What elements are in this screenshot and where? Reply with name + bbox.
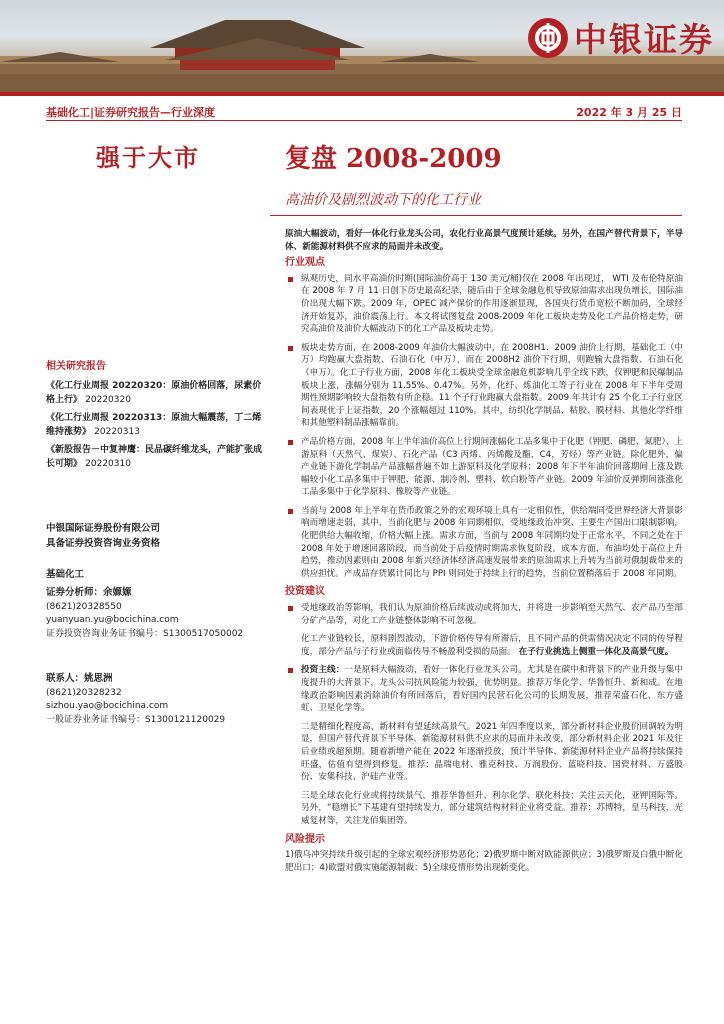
- related-report-item[interactable]: [46, 379, 268, 407]
- main-content: [285, 228, 683, 874]
- views-section-title: 行业观点: [285, 257, 325, 269]
- invest-paragraph: 二是精细化程度高，新材料有望延续高景气。2021 年四季度以来，部分新材料企业股价回调较为明显，但国产替代背景下半导体、新能源材料供不应求的局面并未改变，部分新材料企业 2021 年及往后业绩或超预期。随着新增产能在 2022 年逐渐投放，预计半导体、新能源材料企业产品将持续保持旺盛，估值有望得到修复。推荐：晶瑞电材、雅克科技、万润股份、蓝晓科技、国瓷材料、万盛股份、安集科技、沪硅产业等。: [301, 721, 683, 783]
- invest-bullet: 受地缘政治等影响，我们认为原油价格后续波动或将加大，并将进一步影响至天然气、农产品乃至部分矿产品等，对化工产业链整体影响不可忽视。: [285, 602, 683, 627]
- analyst-cert: 证券投资咨询业务证书编号：S1300517050002: [46, 628, 244, 639]
- risk-section-title: 风险提示: [285, 833, 325, 845]
- contact-email[interactable]: sizhou.yao@bocichina.com: [46, 701, 169, 711]
- page-title: 复盘 2008-2009: [285, 144, 502, 174]
- title-divider: [270, 215, 682, 216]
- header-red-bar: [0, 92, 724, 96]
- view-bullet: 当前与 2008 年上半年在货币政策之外的宏观环境上具有一定相似性，供给端同受世界经济大背景影响而增速走弱，其中，当前化肥与 2008 年同期相似，受地缘政治冲突、主要生产国出口限制影响，化肥供给大幅收缩，价格大幅上涨。需求方面，当前与 2008 年同期均处于正常水平，不同之处在于 2008 年处于增速回落阶段，而当前处于后疫情时期需求恢复阶段。成本方面，布油均处于高位上升趋势，推动因素则由 2008 年新兴经济体经济高速发展带来的原油需求上升转为当前对俄制裁带来的供应担忧。产成品存货累计同比与 PPI 则同处于持续上行的趋势，当前位置稍落后于 2008 年同期。: [285, 505, 683, 581]
- invest-mainline-text: 一是原料大幅波动，看好一体化行业龙头公司。尤其是在碳中和背景下的产业升级与集中度提升的大背景下，龙头公司抗风险能力较强，优势明显。推荐万华化学、华鲁恒升、新和成。在地缘政治影响因素消除油价有所回落后，看好国内民营石化公司的长期发展，推荐荣盛石化、东方盛虹、卫星化学等。: [301, 665, 683, 714]
- company-qualification: 具备证券投资咨询业务资格: [46, 537, 161, 549]
- view-bullet: 产品价格方面，2008 年上半年油价高位上行期间涨幅化工品多集中于化肥（钾肥、磷肥、氮肥）、上游原料（天然气、煤炭）、石化产品（C3 丙烯、丙烯酸及酯，C4，芳烃）等产业链。除化肥外，偏产业链下游化学制品产品涨幅普遍不如上游原料及化学原料；2008 年下半年油价回落期间上涨及跌幅较小化工品多集中于钾肥、能源、制冷剂、塑料、软白粉等产业链。2009 年油价反弹期间涨涨化工品多集中于化学原料、橡胶等产业链。: [285, 436, 683, 499]
- bank-logo-icon: [528, 18, 568, 58]
- related-report-date: 20220310: [85, 459, 131, 469]
- summary-paragraph: 原油大幅波动，看好一体化行业龙头公司，农化行业高景气度预计延续。另外，在国产替代背景下，半导体、新能源材料供不应求的局面并未改变。: [285, 229, 683, 252]
- page-subtitle: 高油价及剧烈波动下的化工行业: [285, 192, 481, 208]
- related-report-text: 《新股报告－中复神鹰：民品碳纤维龙头，产能扩张成长可期》: [46, 445, 263, 469]
- header-divider: [46, 120, 682, 121]
- company-name: 中银国际证券股份有限公司: [46, 523, 161, 534]
- brand-name: 中银证券: [574, 20, 714, 59]
- related-report-text: 《化工行业周报 20220313：原油大幅震荡，丁二烯维持涨势》: [46, 413, 262, 437]
- sector-name: 基础化工: [46, 569, 85, 580]
- contact-label: 联系人：: [46, 673, 85, 684]
- analyst-label: 证券分析师：: [46, 587, 104, 598]
- analyst-name: 余嫄嫄: [103, 587, 132, 598]
- invest-paragraph: 三是全球农化行业或将持续景气，推荐华鲁恒升、利尔化学、联化科技；关注云天化，亚钾国际等。另外，“稳增长”下基建有望持续发力，部分建筑结构材料企业将受益。推荐：苏博特，皇马科技，光威复材等，关注龙佰集团等。: [301, 790, 683, 826]
- related-report-item[interactable]: [46, 411, 268, 439]
- related-reports-title: 相关研究报告: [46, 361, 106, 372]
- risk-text: 1)俄乌冲突持续升级引起的全球宏观经济形势恶化；2)俄罗斯中断对欧能源供应；3)俄罗斯及白俄中断化肥出口；4)欧盟对俄实施能源制裁；5)全球疫情形势出现新变化。: [285, 850, 683, 873]
- invest-mainline-label: 投资主线：: [301, 665, 345, 676]
- analyst-email[interactable]: yuanyuan.yu@bocichina.com: [46, 615, 179, 625]
- contact-name: 姚思洲: [84, 673, 113, 684]
- sector-label: [46, 568, 268, 583]
- contact-info: [46, 672, 268, 727]
- related-report-text: 《化工行业周报 20220320：原油价格回落，尿素价格上行》: [46, 381, 262, 405]
- header-banner-image: [0, 0, 724, 92]
- rating-label: 强于大市: [96, 143, 200, 172]
- company-info: [46, 522, 268, 551]
- invest-section-title: 投资建议: [285, 586, 325, 598]
- analyst-info: [46, 586, 268, 641]
- breadcrumb: 基础化工|证券研究报告—行业深度: [46, 106, 216, 119]
- invest-mainline-bullet: [285, 664, 683, 714]
- invest-text: 化工产业链较长，原料剧烈波动，下游价格传导有所滞后，且不同产品的供需情况决定不同的传导程度，部分产品与子行业或面临传导不畅盈利受损的局面。: [301, 634, 683, 657]
- analyst-phone: (8621)20328550: [46, 601, 122, 612]
- view-bullet: 纵观历史，同水平高油价时期(国际油价高于 130 美元/桶)仅在 2008 年出现过， WTI 及布伦特原油在 2008 年 7 月 11 日创下历史最高纪录，随后由于全球金融危机导致原油需求出现负增长，国际油价出现大幅下跌。2009 年，OPEC 减产保价的作用逐渐显现，各国央行货币宽松不断加码，全球经济开始复苏，油价震荡上行。本文将试图复盘 2008-2009 年化工板块走势及化工产品价格走势，研究高油价及油价大幅波动下的化工产品及板块走势。: [285, 273, 683, 336]
- related-report-date: 20220320: [85, 395, 131, 405]
- header-row: [46, 104, 682, 120]
- contact-phone: (8621)20328232: [46, 687, 122, 698]
- related-report-item[interactable]: [46, 443, 268, 471]
- related-reports: [46, 360, 268, 475]
- view-bullet: 板块走势方面，在 2008-2009 年油价大幅波动中，在 2008H1、2009 油价上行期，基础化工（中万）均跑赢大盘指数、石油石化（申万），而在 2008H2 油价下行期，则跑输大盘指数、石油石化（申万）。化工子行业方面，2008 年化工板块受全球金融危机影响几乎全线下跌，仅钾肥和民爆制品板块上涨，涨幅分别为 11.55%、0.47%。另外，化纤、炼油化工等子行业在 2008 年下半年受周期性预期影响较大盘指数有所企稳。11 个子行业跑赢大盘指数。2009 年共计有 25 个化工子行业区间表现优于上证指数，20 个涨幅超过 110%。其中，纺织化学制品、粘胶、膜材料、其他化学纤维和其他塑料制品涨幅靠前。: [285, 342, 683, 430]
- report-date: 2022 年 3 月 25 日: [576, 106, 682, 119]
- invest-paragraph: [285, 633, 683, 658]
- invest-highlight: 在子行业挑选上侧重一体化及高景气度。: [518, 646, 674, 657]
- related-report-date: 20220313: [94, 427, 140, 437]
- contact-cert: 一般证券业务证书编号：S1300121120029: [46, 714, 226, 725]
- brand-logo: [528, 14, 714, 61]
